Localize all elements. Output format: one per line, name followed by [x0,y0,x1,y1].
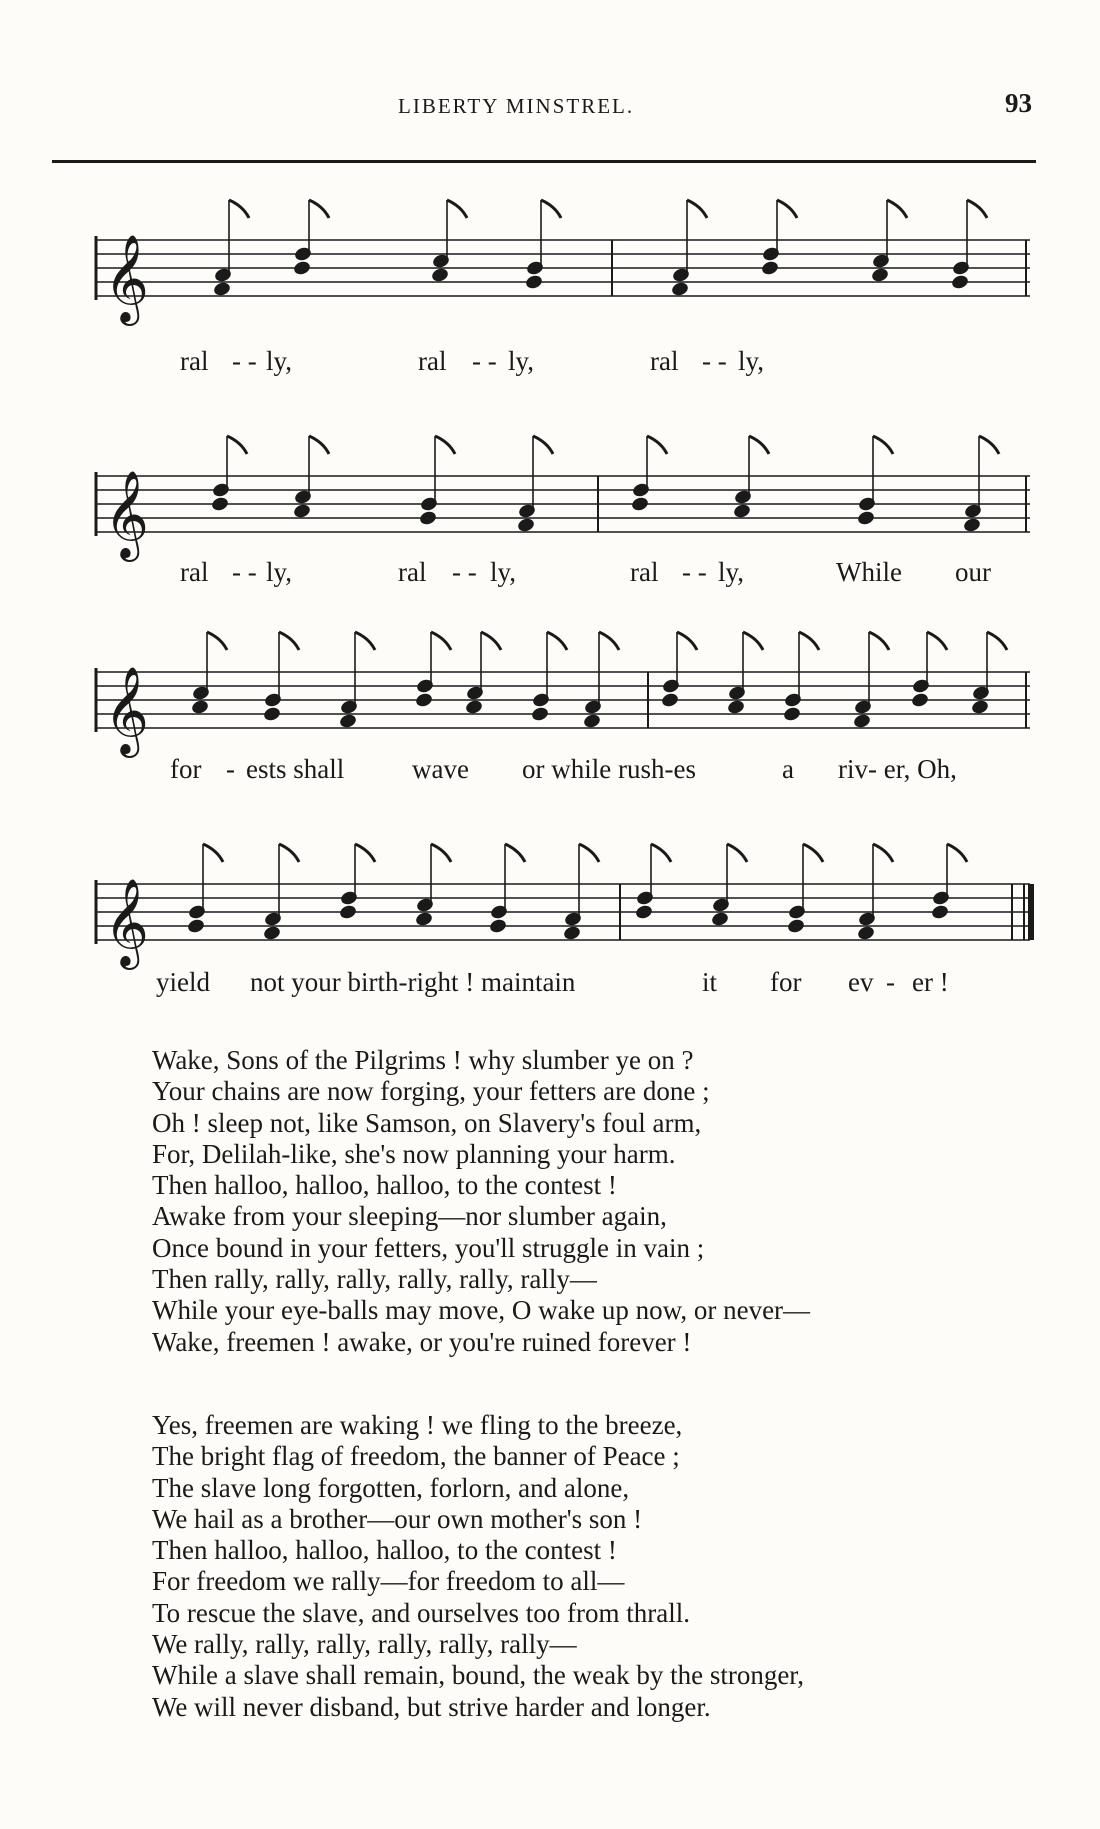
verse-line: Awake from your sleeping—nor slumber again, [152,1201,667,1232]
note-flag [355,844,375,862]
verse-line: We will never disband, but strive harder and longer. [152,1691,711,1722]
note-flag [547,632,567,650]
note-flag [873,436,893,454]
verse-2 [152,1410,804,1723]
lyric-syllable: ly, [718,557,744,587]
verse-line: Wake, freemen ! awake, or you're ruined forever ! [152,1326,692,1357]
note-head [582,713,601,730]
verse-line: We rally, rally, rally, rally, rally, rally— [152,1629,577,1660]
note-flag [873,844,893,862]
note-flag [279,844,299,862]
verse-line: Once bound in your fetters, you'll struggle in vain ; [152,1232,705,1263]
lyric-syllable: - - [702,346,727,376]
final-barline-thick [1028,884,1034,940]
note-flag [533,436,553,454]
lyric-syllable: it [702,967,718,997]
lyric-syllable: ral [180,346,209,376]
note-flag [803,844,823,862]
note-flag [677,632,697,650]
note-flag [651,844,671,862]
lyric-syllable: - - [472,346,497,376]
treble-clef-icon: 𝄞 [104,469,149,558]
verse-line: For freedom we rally—for freedom to all— [152,1566,625,1597]
note-flag [431,632,451,650]
note-head [950,274,969,291]
note-head [516,517,535,534]
treble-clef-icon: 𝄞 [104,233,149,322]
lyric-syllable: - - [452,557,477,587]
note-flag [599,632,619,650]
note-flag [967,200,987,218]
verse-1 [152,1045,810,1358]
verse-line: While a slave shall remain, bound, the weak by the stronger, [152,1660,804,1691]
note-flag [355,632,375,650]
lyric-syllable: not your birth-right ! maintain [250,967,576,997]
note-head [292,260,311,277]
note-flag [227,436,247,454]
lyric-syllable: ly, [738,346,764,376]
lyric-syllable: a [782,754,794,784]
verse-line: Your chains are now forging, your fetters are done ; [152,1076,710,1107]
verse-line: Then halloo, halloo, halloo, to the contest ! [152,1170,617,1201]
note-flag [207,632,227,650]
note-flag [979,436,999,454]
note-flag [927,632,947,650]
lyric-syllable: wave [412,754,469,784]
note-flag [777,200,797,218]
note-head [262,925,281,942]
note-flag [727,844,747,862]
note-head [786,918,805,935]
verse-line: Yes, freemen are waking ! we fling to the breeze, [152,1410,683,1440]
note-head [962,517,981,534]
lyric-syllable: ral [630,557,659,587]
note-head [630,496,649,513]
note-head [338,713,357,730]
note-flag [647,436,667,454]
treble-clef-icon: 𝄞 [104,665,149,754]
note-head [414,911,433,928]
note-flag [541,200,561,218]
note-flag [203,844,223,862]
note-head [726,699,745,716]
note-head [464,699,483,716]
note-head [488,918,507,935]
lyric-syllable: While [836,557,902,587]
verse-line: Wake, Sons of the Pilgrims ! why slumber ye on ? [152,1045,694,1075]
lyric-syllable: riv- er, Oh, [838,754,957,784]
lyric-syllable: er ! [912,967,949,997]
verse-line: Then rally, rally, rally, rally, rally, rally— [152,1264,597,1295]
note-flag [447,200,467,218]
verse-line: The bright flag of freedom, the banner of Peace ; [152,1441,680,1472]
note-head [856,510,875,527]
page-number: 93 [1005,88,1032,118]
lyric-syllable: - - [232,557,257,587]
note-head [430,267,449,284]
lyric-syllable: for [770,967,802,997]
note-head [418,510,437,527]
lyric-syllable: - - [682,557,707,587]
note-head [782,706,801,723]
note-head [660,692,679,709]
lyric-syllable: ests shall [246,754,345,784]
note-head [530,706,549,723]
lyric-syllable: ral [180,557,209,587]
lyric-syllable: - - [232,346,257,376]
lyric-syllable: yield [156,967,210,997]
note-flag [799,632,819,650]
lyric-syllable: ly, [508,346,534,376]
note-head [870,267,889,284]
note-head [856,925,875,942]
note-head [670,281,689,298]
note-head [524,274,543,291]
note-flag [947,844,967,862]
note-flag [229,200,249,218]
note-flag [431,844,451,862]
note-flag [743,632,763,650]
note-flag [579,844,599,862]
note-head [338,904,357,921]
note-head [634,904,653,921]
lyric-syllable: for [170,754,202,784]
verse-line: We hail as a brother—our own mother's son ! [152,1503,643,1534]
note-flag [749,436,769,454]
note-flag [435,436,455,454]
lyric-syllable: - [886,967,895,997]
lyric-syllable: ral [650,346,679,376]
note-flag [309,436,329,454]
lyric-syllable: ly, [266,557,292,587]
note-head [970,699,989,716]
note-flag [869,632,889,650]
verse-line: For, Delilah-like, she's now planning your harm. [152,1138,676,1169]
note-head [562,925,581,942]
note-flag [987,632,1007,650]
lyric-syllable: or while rush-es [522,754,696,784]
lyric-syllable: our [955,557,991,587]
note-head [292,503,311,520]
verse-line: Then halloo, halloo, halloo, to the contest ! [152,1535,617,1566]
lyric-syllable: ral [398,557,427,587]
note-head [212,281,231,298]
note-head [930,904,949,921]
note-head [732,503,751,520]
note-head [910,692,929,709]
note-flag [309,200,329,218]
lyric-syllable: ly, [490,557,516,587]
verse-line: To rescue the slave, and ourselves too from thrall. [152,1597,690,1628]
lyric-syllable: ly, [266,346,292,376]
note-flag [887,200,907,218]
note-head [262,706,281,723]
note-flag [687,200,707,218]
verse-line: The slave long forgotten, forlorn, and alone, [152,1472,630,1503]
verse-line: Oh ! sleep not, like Samson, on Slavery's foul arm, [152,1107,702,1138]
lyric-syllable: ev [848,967,874,997]
note-head [210,496,229,513]
note-flag [481,632,501,650]
treble-clef-icon: 𝄞 [104,877,149,966]
lyric-syllable: - [226,754,235,784]
lyric-syllable: ral [418,346,447,376]
note-head [760,260,779,277]
note-flag [505,844,525,862]
note-head [190,699,209,716]
note-head [710,911,729,928]
note-head [852,713,871,730]
running-title: LIBERTY MINSTREL. [398,94,635,118]
note-flag [279,632,299,650]
verse-line: While your eye-balls may move, O wake up now, or never— [152,1295,811,1326]
note-head [414,692,433,709]
note-head [186,918,205,935]
